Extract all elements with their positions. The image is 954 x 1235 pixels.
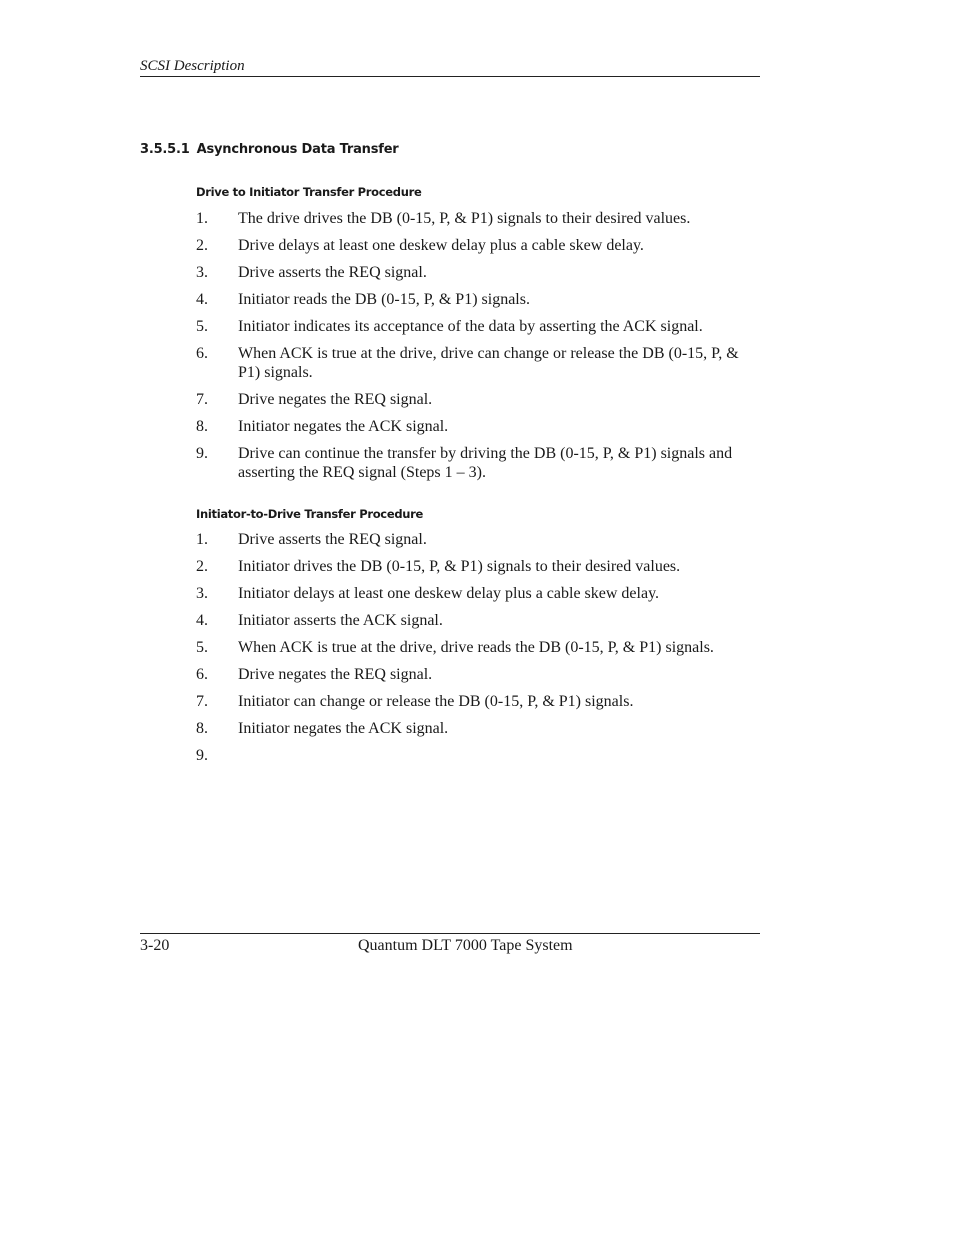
step-number: 9. xyxy=(196,747,208,764)
step-text: Drive negates the REQ signal. xyxy=(238,391,433,408)
step-text: The drive drives the DB (0-15, P, & P1) signals to their desired values. xyxy=(238,210,691,227)
list-item xyxy=(196,317,756,336)
list-item xyxy=(196,638,756,657)
step-text: When ACK is true at the drive, drive reads the DB (0-15, P, & P1) signals. xyxy=(238,639,714,656)
step-text: Initiator indicates its acceptance of the data by asserting the ACK signal. xyxy=(238,318,703,335)
step-number: 1. xyxy=(196,531,208,548)
step-number: 3. xyxy=(196,264,208,281)
step-number: 2. xyxy=(196,558,208,575)
step-text: Initiator negates the ACK signal. xyxy=(238,418,449,435)
step-text: Drive asserts the REQ signal. xyxy=(238,264,427,281)
step-text: Initiator can change or release the DB (0-15, P, & P1) signals. xyxy=(238,693,634,710)
list-item xyxy=(196,236,756,255)
list-item xyxy=(196,344,756,382)
list-item xyxy=(196,417,756,436)
procedure-steps-initiator-to-drive xyxy=(196,530,756,764)
list-item xyxy=(196,665,756,684)
footer-document-title: Quantum DLT 7000 Tape System xyxy=(358,937,573,954)
step-number: 1. xyxy=(196,210,208,227)
step-text: Initiator drives the DB (0-15, P, & P1) signals to their desired values. xyxy=(238,558,681,575)
procedure-steps-drive-to-initiator xyxy=(196,209,756,490)
procedure-heading-drive-to-initiator: Drive to Initiator Transfer Procedure xyxy=(196,185,422,199)
step-text: Drive delays at least one deskew delay plus a cable skew delay. xyxy=(238,237,644,254)
running-footer xyxy=(140,933,760,954)
list-item xyxy=(196,209,756,228)
step-number: 6. xyxy=(196,666,208,683)
step-number: 4. xyxy=(196,291,208,308)
list-item xyxy=(196,719,756,738)
step-number: 3. xyxy=(196,585,208,602)
running-header xyxy=(140,56,760,77)
step-number: 8. xyxy=(196,720,208,737)
step-number: 6. xyxy=(196,345,208,362)
section-heading xyxy=(140,140,399,160)
step-number: 4. xyxy=(196,612,208,629)
step-number: 5. xyxy=(196,318,208,335)
step-number: 5. xyxy=(196,639,208,656)
step-text: Initiator delays at least one deskew delay plus a cable skew delay. xyxy=(238,585,660,602)
step-text: Initiator asserts the ACK signal. xyxy=(238,612,443,629)
list-item xyxy=(196,611,756,630)
list-item xyxy=(196,530,756,549)
step-number: 8. xyxy=(196,418,208,435)
step-number: 7. xyxy=(196,693,208,710)
list-item xyxy=(196,390,756,409)
list-item xyxy=(196,557,756,576)
step-number: 7. xyxy=(196,391,208,408)
list-item xyxy=(196,444,756,482)
step-text: Initiator reads the DB (0-15, P, & P1) signals. xyxy=(238,291,530,308)
step-text: When ACK is true at the drive, drive can change or release the DB (0-15, P, & P1) signals. xyxy=(238,345,739,381)
step-number: 9. xyxy=(196,445,208,462)
list-item xyxy=(196,584,756,603)
step-text: Drive negates the REQ signal. xyxy=(238,666,433,683)
procedure-heading-initiator-to-drive: Initiator-to-Drive Transfer Procedure xyxy=(196,507,424,521)
page-number: 3-20 xyxy=(140,937,170,954)
section-number: 3.5.5.1 xyxy=(140,142,190,157)
step-number: 2. xyxy=(196,237,208,254)
step-text: Initiator negates the ACK signal. xyxy=(238,720,449,737)
list-item xyxy=(196,263,756,282)
list-item xyxy=(196,692,756,711)
list-item xyxy=(196,290,756,309)
section-title: Asynchronous Data Transfer xyxy=(196,142,399,157)
step-text: Drive asserts the REQ signal. xyxy=(238,531,427,548)
running-header-title: SCSI Description xyxy=(140,58,245,74)
step-text: Drive can continue the transfer by driving the DB (0-15, P, & P1) signals and asserting the REQ signal (Steps 1 – 3). xyxy=(238,445,733,481)
